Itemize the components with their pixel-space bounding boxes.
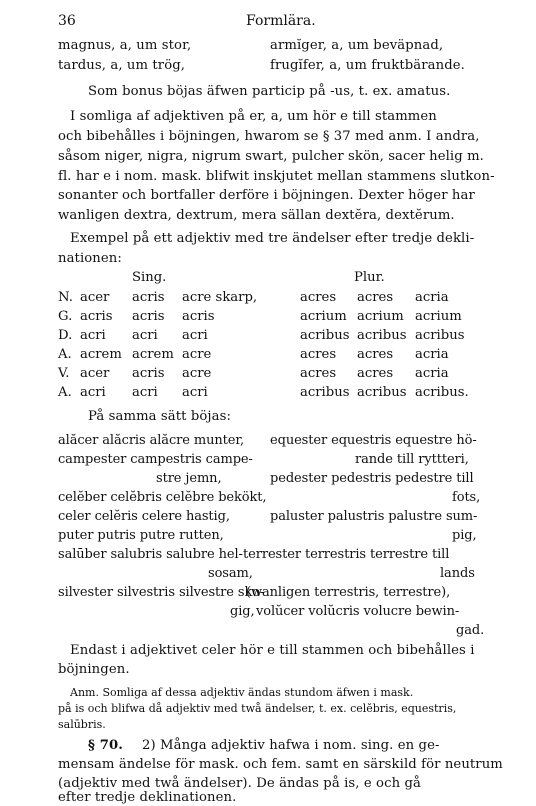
case-label: G. bbox=[58, 309, 73, 324]
table-cell: acres bbox=[300, 347, 337, 362]
table-cell: acris bbox=[182, 309, 215, 324]
page-number: 36 bbox=[58, 13, 76, 29]
case-label: V. bbox=[58, 366, 70, 381]
adjective-entry: stre jemn, bbox=[156, 471, 222, 486]
table-cell: acris bbox=[132, 290, 165, 305]
paragraph-line: 2) Många adjektiv hafwa i nom. sing. en ge- bbox=[142, 738, 440, 753]
table-cell: acribus. bbox=[415, 385, 469, 400]
table-cell: acri bbox=[80, 385, 106, 400]
table-cell: acri bbox=[182, 385, 208, 400]
table-cell: acribus bbox=[357, 385, 407, 400]
adjective-entry: paluster palustris palustre sum- bbox=[270, 509, 478, 524]
case-label: A. bbox=[58, 347, 72, 362]
paragraph-line: böjningen. bbox=[58, 662, 130, 677]
paragraph-line: sonanter och bortfaller derföre i böjningen. Dexter höger har bbox=[58, 188, 475, 203]
table-cell: acri bbox=[132, 385, 158, 400]
paragraph-line: såsom niger, nigra, nigrum swart, pulcher skön, sacer helig m. bbox=[58, 149, 484, 164]
case-label: D. bbox=[58, 328, 73, 343]
table-cell: acris bbox=[132, 366, 165, 381]
paragraph-line: I somliga af adjektiven på er, a, um hör e till stammen bbox=[70, 109, 437, 124]
table-cell: acrium bbox=[300, 309, 347, 324]
table-cell: acre skarp, bbox=[182, 290, 258, 305]
table-cell: acres bbox=[357, 347, 394, 362]
paragraph-line: Som bonus böjas äfwen particip på -us, t. ex. amatus. bbox=[88, 84, 451, 99]
table-cell: acri bbox=[80, 328, 106, 343]
table-cell: acrem bbox=[80, 347, 122, 362]
case-label: A. bbox=[58, 385, 72, 400]
section-number: § 70. bbox=[88, 738, 123, 753]
note-line: på is och blifwa då adjektiv med twå ändelser, t. ex. celĕbris, equestris, bbox=[58, 702, 457, 715]
table-cell: acrem bbox=[132, 347, 174, 362]
word-pair-right: armĭger, a, um beväpnad, bbox=[270, 38, 444, 53]
adjective-entry: puter putris putre rutten, bbox=[58, 528, 224, 543]
adjective-entry: equester equestris equestre hö- bbox=[270, 433, 477, 448]
table-cell: acria bbox=[415, 290, 449, 305]
note-line: salūbris. bbox=[58, 718, 106, 731]
paragraph-line: mensam ändelse för mask. och fem. samt en särskild för neutrum bbox=[58, 757, 503, 772]
table-cell: acrium bbox=[415, 309, 462, 324]
paragraph-line: och bibehålles i böjningen, hwarom se § 37 med anm. I andra, bbox=[58, 129, 480, 144]
table-cell: acre bbox=[182, 347, 212, 362]
adjective-entry: silvester silvestris silvestre sko- bbox=[58, 585, 265, 600]
table-cell: acres bbox=[357, 366, 394, 381]
table-cell: acris bbox=[80, 309, 113, 324]
paragraph-line: Exempel på ett adjektiv med tre ändelser efter tredje dekli- bbox=[70, 231, 475, 246]
table-cell: acribus bbox=[415, 328, 465, 343]
word-pair-left: tardus, a, um trög, bbox=[58, 58, 186, 73]
adjective-entry: fots, bbox=[452, 490, 481, 505]
table-cell: acri bbox=[182, 328, 208, 343]
paragraph-line: (adjektiv med twå ändelser). De ändas på is, e och gå bbox=[58, 776, 421, 791]
section-intro: På samma sätt böjas: bbox=[88, 409, 231, 424]
paragraph-line: efter tredje deklinationen. bbox=[58, 790, 237, 805]
sing-heading: Sing. bbox=[132, 270, 167, 285]
table-cell: acres bbox=[357, 290, 394, 305]
table-cell: acria bbox=[415, 366, 449, 381]
paragraph-line: nationen: bbox=[58, 251, 122, 266]
table-cell: acribus bbox=[300, 328, 350, 343]
table-cell: acer bbox=[80, 290, 110, 305]
table-cell: acribus bbox=[357, 328, 407, 343]
adjective-entry: campester campestris campe- bbox=[58, 452, 253, 467]
case-label: N. bbox=[58, 290, 73, 305]
table-cell: acres bbox=[300, 290, 337, 305]
word-pair-left: magnus, a, um stor, bbox=[58, 38, 192, 53]
adjective-entry: gig, bbox=[230, 604, 255, 619]
adjective-entry: pig, bbox=[452, 528, 477, 543]
table-cell: acri bbox=[132, 328, 158, 343]
adjective-entry: (wanligen terrestris, terrestre), bbox=[246, 585, 451, 600]
adjective-entry: terrester terrestris terrestre till bbox=[243, 547, 450, 562]
adjective-entry: gad. bbox=[456, 623, 485, 638]
paragraph-line: fl. har e i nom. mask. blifwit inskjutet mellan stammens slutkon- bbox=[58, 169, 495, 184]
plur-heading: Plur. bbox=[354, 270, 385, 285]
table-cell: acrium bbox=[357, 309, 404, 324]
table-cell: acer bbox=[80, 366, 110, 381]
adjective-entry: celĕber celĕbris celĕbre bekökt, bbox=[58, 490, 267, 505]
adjective-entry: pedester pedestris pedestre till bbox=[270, 471, 474, 486]
adjective-entry: sosam, bbox=[208, 566, 253, 581]
paragraph-line: wanligen dextra, dextrum, mera sällan dextĕra, dextĕrum. bbox=[58, 208, 455, 223]
paragraph-line: Endast i adjektivet celer hör e till stammen och bibehålles i bbox=[70, 643, 475, 658]
table-cell: acres bbox=[300, 366, 337, 381]
table-cell: acris bbox=[132, 309, 165, 324]
word-pair-right: frugĭfer, a, um fruktbärande. bbox=[270, 58, 465, 73]
adjective-entry: volŭcer volŭcris volucre bewin- bbox=[256, 604, 460, 619]
adjective-entry: lands bbox=[440, 566, 475, 581]
adjective-entry: rande till ryttteri, bbox=[355, 452, 469, 467]
note-line: Anm. Somliga af dessa adjektiv ändas stundom äfwen i mask. bbox=[70, 686, 414, 699]
adjective-entry: celer celĕris celere hastig, bbox=[58, 509, 230, 524]
table-cell: acria bbox=[415, 347, 449, 362]
page-title: Formlära. bbox=[246, 13, 316, 29]
adjective-entry: salūber salubris salubre hel- bbox=[58, 547, 243, 562]
table-cell: acre bbox=[182, 366, 212, 381]
table-cell: acribus bbox=[300, 385, 350, 400]
adjective-entry: alăcer alăcris alăcre munter, bbox=[58, 433, 245, 448]
